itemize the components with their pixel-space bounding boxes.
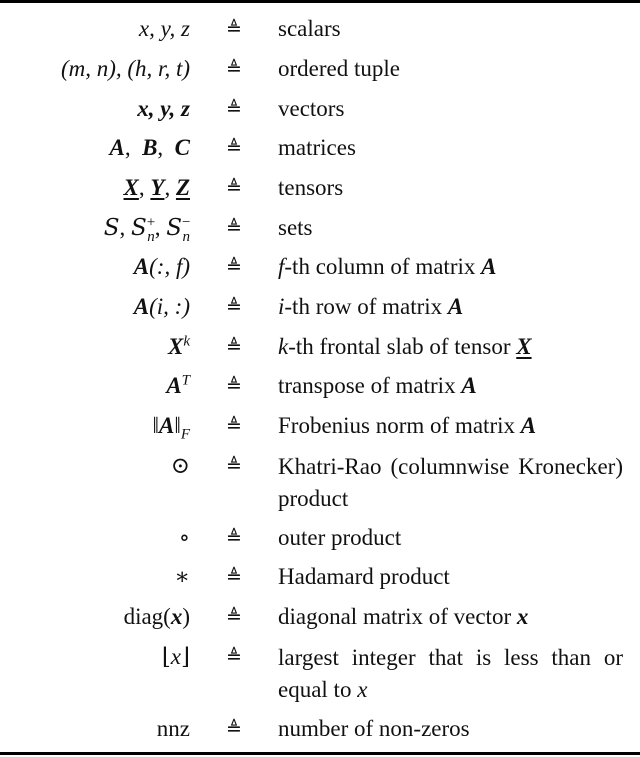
description-scalars: scalars [278, 16, 341, 41]
description-frobenius: Frobenius norm of matrix A [278, 413, 537, 438]
description-sets: sets [278, 215, 313, 240]
symbol-frobenius: $‖A‖_F$ [152, 413, 190, 443]
symbol-transpose: $A^T$ [166, 372, 190, 398]
matrix-a: A [109, 135, 125, 160]
symbol-nnz: nnz [156, 716, 190, 741]
description-transpose: transpose of matrix A [278, 373, 477, 398]
delta-equal-icon: ≜ [226, 566, 242, 588]
symbol-matrices: A, B, C [109, 135, 190, 160]
symbol-column: A(:, f) [133, 254, 190, 279]
delta-equal-icon: ≜ [226, 98, 242, 120]
description-vectors: vectors [278, 96, 345, 121]
delta-equal-icon: ≜ [226, 646, 242, 668]
circled-dot-icon: ⊙ [170, 453, 190, 478]
delta-equal-icon: ≜ [226, 256, 242, 278]
symbol-tensors: X, Y, Z [123, 175, 190, 200]
matrix-b: B [142, 135, 158, 160]
symbol-row: A(i, :) [133, 294, 190, 319]
delta-equal-icon: ≜ [226, 217, 242, 239]
description-row: i-th row of matrix A [278, 294, 464, 319]
description-diag: diagonal matrix of vector x [278, 604, 529, 629]
delta-equal-icon: ≜ [226, 606, 242, 628]
description-khatri-rao: Khatri-Rao (columnwise Kronecker) product [278, 454, 623, 511]
delta-equal-icon: ≜ [226, 375, 242, 397]
delta-equal-icon: ≜ [226, 718, 242, 740]
description-matrices: matrices [278, 135, 356, 160]
description-floor: largest integer that is less than or equal to x [278, 645, 623, 702]
symbol-frontal-slab: $X^k$ [167, 333, 190, 359]
description-column: f-th column of matrix A [278, 254, 497, 279]
delta-equal-icon: ≜ [226, 58, 242, 80]
symbol-ordered-tuple: (m, n), (h, r, t) [60, 56, 190, 81]
delta-equal-icon: ≜ [226, 455, 242, 477]
description-frontal-slab: k-th frontal slab of tensor X [278, 334, 532, 359]
delta-equal-icon: ≜ [226, 336, 242, 358]
delta-equal-icon: ≜ [226, 296, 242, 318]
symbol-diag: diag(x) [123, 604, 190, 629]
symbol-sets: S, $S^+_n$, $S^-_n$ [103, 214, 191, 245]
symbol-scalars: x, y, z [138, 16, 190, 41]
tensor-z: Z [175, 175, 190, 200]
description-tensors: tensors [278, 175, 344, 200]
description-hadamard: Hadamard product [278, 564, 450, 589]
description-ordered-tuple: ordered tuple [278, 56, 400, 81]
ring-operator-icon: ∘ [178, 525, 190, 550]
delta-equal-icon: ≜ [226, 18, 242, 40]
tensor-x: X [123, 175, 139, 200]
symbol-floor: ⌊x⌋ [161, 644, 190, 669]
description-outer-product: outer product [278, 525, 402, 550]
asterisk-operator-icon: ∗ [174, 564, 190, 589]
delta-equal-icon: ≜ [226, 137, 242, 159]
description-nnz: number of non-zeros [278, 716, 470, 741]
tensor-y: Y [150, 175, 165, 200]
table-top-rule [0, 0, 640, 3]
delta-equal-icon: ≜ [226, 527, 242, 549]
table-bottom-rule [0, 752, 640, 755]
symbol-vectors: x, y, z [137, 96, 190, 121]
matrix-c: C [174, 135, 190, 160]
delta-equal-icon: ≜ [226, 415, 242, 437]
delta-equal-icon: ≜ [226, 177, 242, 199]
